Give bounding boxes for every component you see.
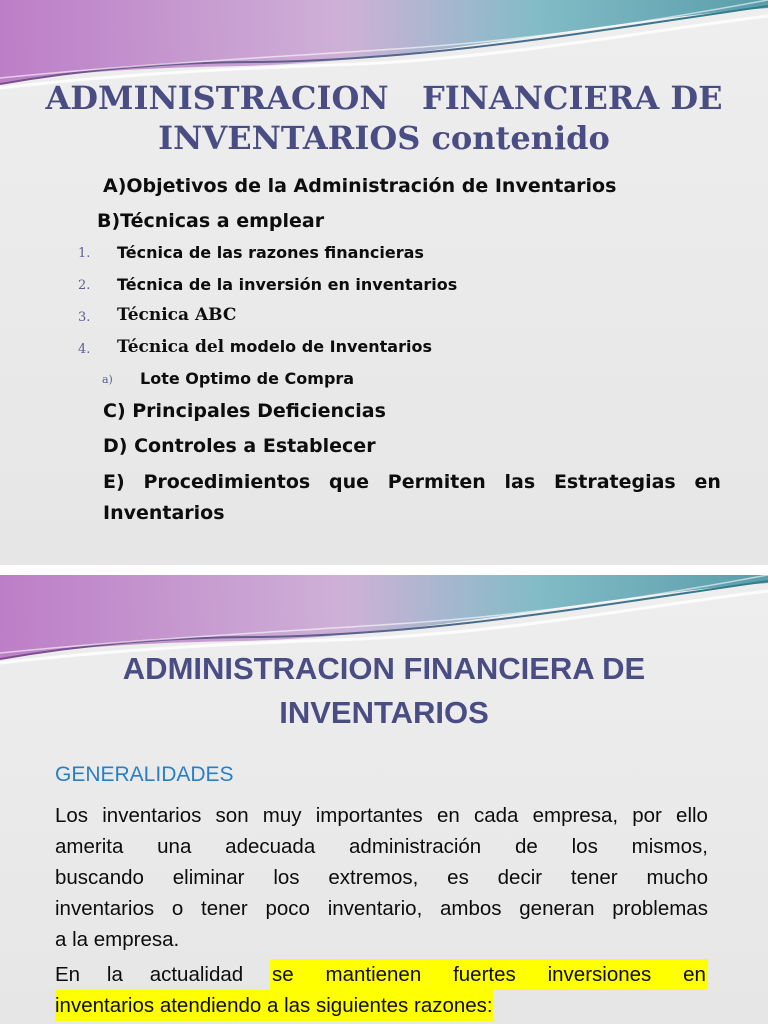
highlighted-text: se mantienen fuertes inversiones en bbox=[270, 959, 708, 990]
paragraph-line bbox=[55, 990, 708, 1021]
list-number: 4. bbox=[78, 342, 91, 357]
sub-list-item: Lote Optimo de Compra bbox=[140, 369, 355, 388]
item-tecnicas: B)Técnicas a emplear bbox=[97, 210, 325, 232]
slide-title: ADMINISTRACION FINANCIERA DE INVENTARIOS contenido bbox=[45, 79, 723, 157]
paragraph-line: a la empresa. bbox=[55, 928, 180, 951]
section-heading: GENERALIDADES bbox=[55, 763, 234, 786]
item-procedimientos-cont: Inventarios bbox=[103, 502, 225, 524]
paragraph-razones bbox=[55, 959, 708, 1021]
highlighted-text: inventarios atendiendo a las siguientes razones: bbox=[55, 990, 493, 1021]
sub-list-letter: a) bbox=[102, 373, 113, 386]
header-wave-decoration bbox=[0, 0, 768, 90]
paragraph-line: En la actualidad se mantienen fuertes inversiones en bbox=[55, 959, 708, 990]
list-item: Técnica ABC bbox=[117, 305, 237, 325]
item-deficiencias: C) Principales Deficiencias bbox=[103, 400, 386, 422]
paragraph-intro bbox=[55, 800, 708, 955]
item-objetivos: A)Objetivos de la Administración de Inventarios bbox=[103, 175, 617, 197]
list-item: Técnica de la inversión en inventarios bbox=[117, 275, 458, 294]
paragraph-line: Los inventarios son muy importantes en cada empresa, por ello bbox=[55, 804, 708, 827]
item-controles: D) Controles a Establecer bbox=[103, 435, 376, 457]
slide-title: ADMINISTRACION FINANCIERA DE INVENTARIOS bbox=[122, 651, 646, 730]
item-procedimientos: E) Procedimientos que Permiten las Estrategias en bbox=[103, 471, 721, 493]
paragraph-line: inventarios o tener poco inventario, ambos generan problemas bbox=[55, 897, 708, 920]
list-item: Técnica de las razones financieras bbox=[117, 243, 424, 262]
slide-separator bbox=[0, 565, 768, 575]
list-number: 1. bbox=[78, 246, 91, 261]
list-number: 3. bbox=[78, 310, 91, 325]
paragraph-line: buscando eliminar los extremos, es decir tener mucho bbox=[55, 866, 708, 889]
paragraph-line: amerita una adecuada administración de los mismos, bbox=[55, 835, 708, 858]
list-item: Técnica del modelo de Inventarios bbox=[117, 337, 432, 357]
slide-generalidades bbox=[0, 575, 768, 1024]
list-number: 2. bbox=[78, 278, 91, 293]
